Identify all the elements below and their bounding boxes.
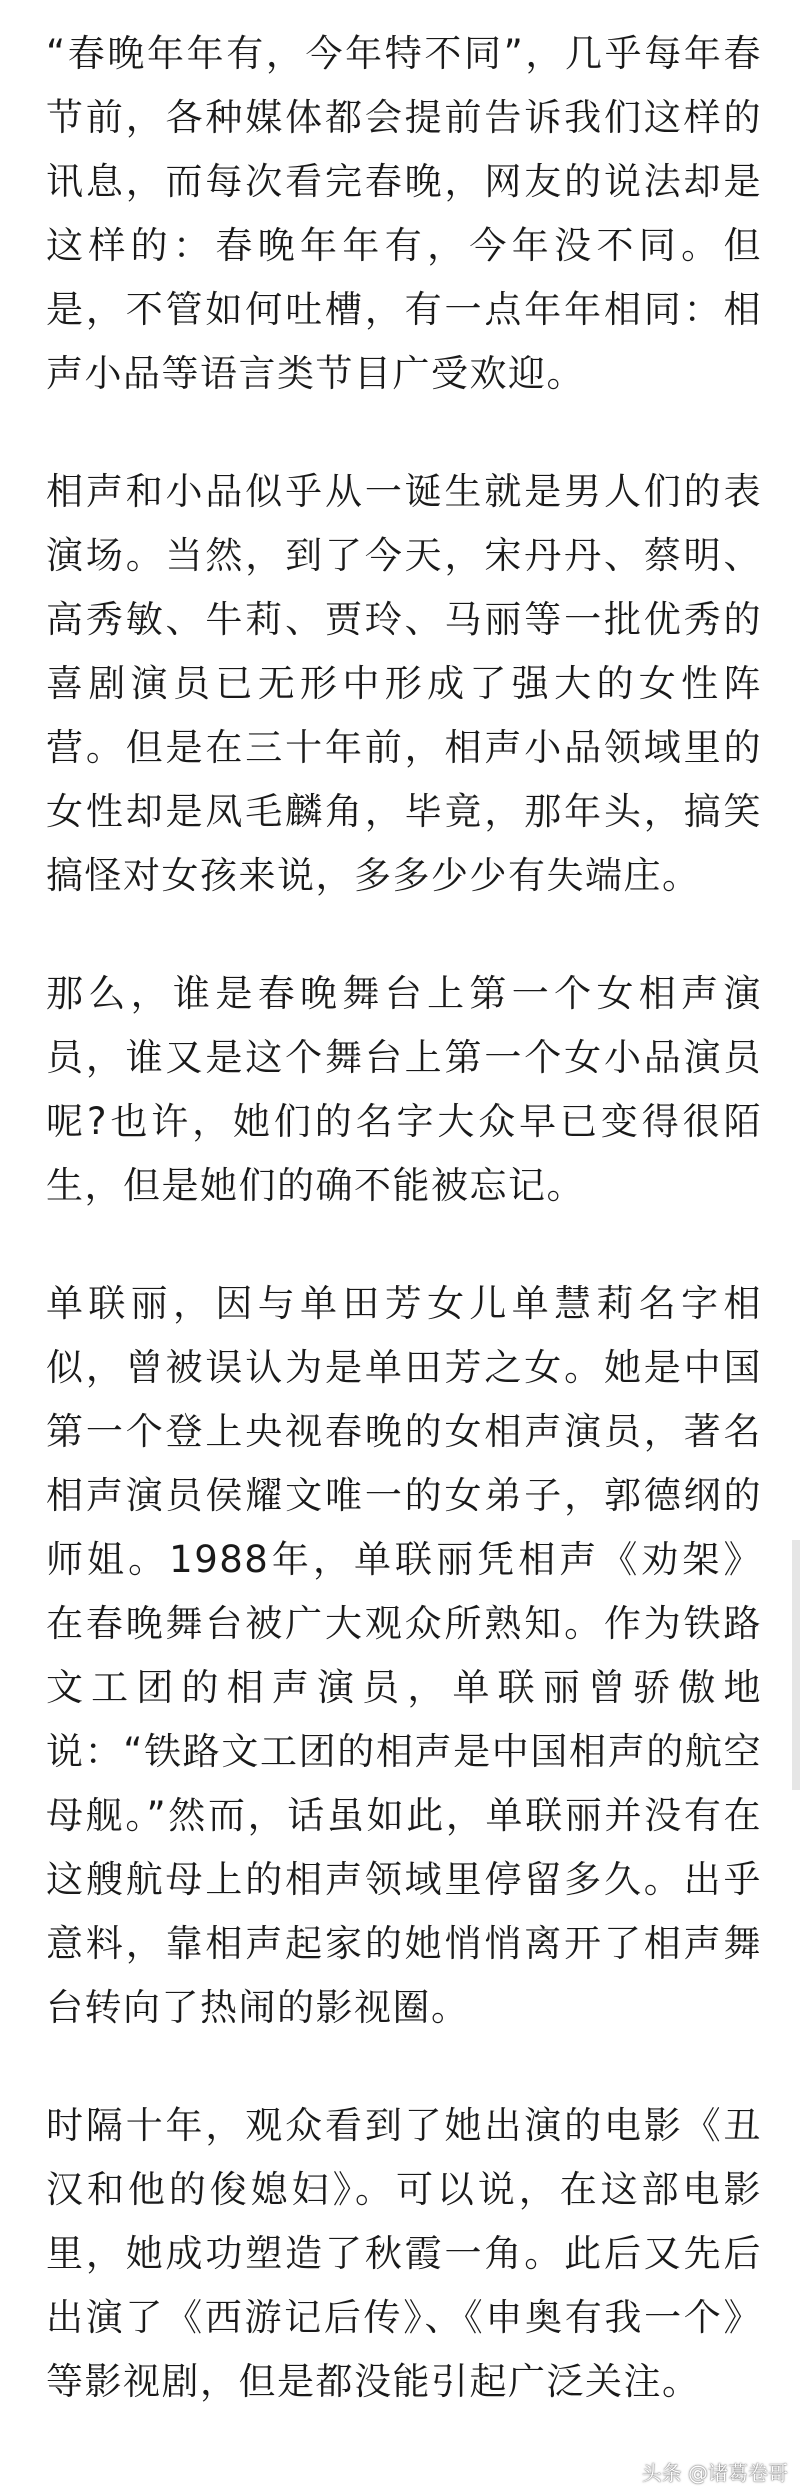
article-paragraph: “春晚年年有，今年特不同”，几乎每年春节前，各种媒体都会提前告诉我们这样的讯息，而每次看完春晚，网友的说法却是这样的：春晚年年有，今年没不同。但是，不管如何吐槽，有一点年年相同：相声小品等语言类节目广受欢迎。 [46,32,762,395]
scrollbar[interactable] [792,1540,800,1790]
article-paragraph: 那么，谁是春晚舞台上第一个女相声演员，谁又是这个舞台上第一个女小品演员呢?也许，她们的名字大众早已变得很陌生，但是她们的确不能被忘记。 [46,972,762,1207]
watermark-text: 头条 @诸葛卷哥 [641,2461,788,2485]
source-watermark [642,2457,788,2486]
article-paragraph: 相声和小品似乎从一诞生就是男人们的表演场。当然，到了今天，宋丹丹、蔡明、高秀敏、牛莉、贾玲、马丽等一批优秀的喜剧演员已无形中形成了强大的女性阵营。但是在三十年前，相声小品领域里的女性却是凤毛麟角，毕竟，那年头，搞笑搞怪对女孩来说，多多少少有失端庄。 [46,470,762,897]
article-paragraph: 单联丽，因与单田芳女儿单慧莉名字相似，曾被误认为是单田芳之女。她是中国第一个登上央视春晚的女相声演员，著名相声演员侯耀文唯一的女弟子，郭德纲的师姐。1988年，单联丽凭相声《劝架》在春晚舞台被广大观众所熟知。作为铁路文工团的相声演员，单联丽曾骄傲地说：“铁路文工团的相声是中国相声的航空母舰。”然而，话虽如此，单联丽并没有在这艘航母上的相声领域里停留多久。出乎意料，靠相声起家的她悄悄离开了相声舞台转向了热闹的影视圈。 [46,1282,762,2029]
article-body [46,22,762,2414]
article-paragraph: 时隔十年，观众看到了她出演的电影《丑汉和他的俊媳妇》。可以说，在这部电影里，她成功塑造了秋霞一角。此后又先后出演了《西游记后传》、《申奥有我一个》等影视剧，但是都没能引起广泛关注。 [46,2104,762,2403]
